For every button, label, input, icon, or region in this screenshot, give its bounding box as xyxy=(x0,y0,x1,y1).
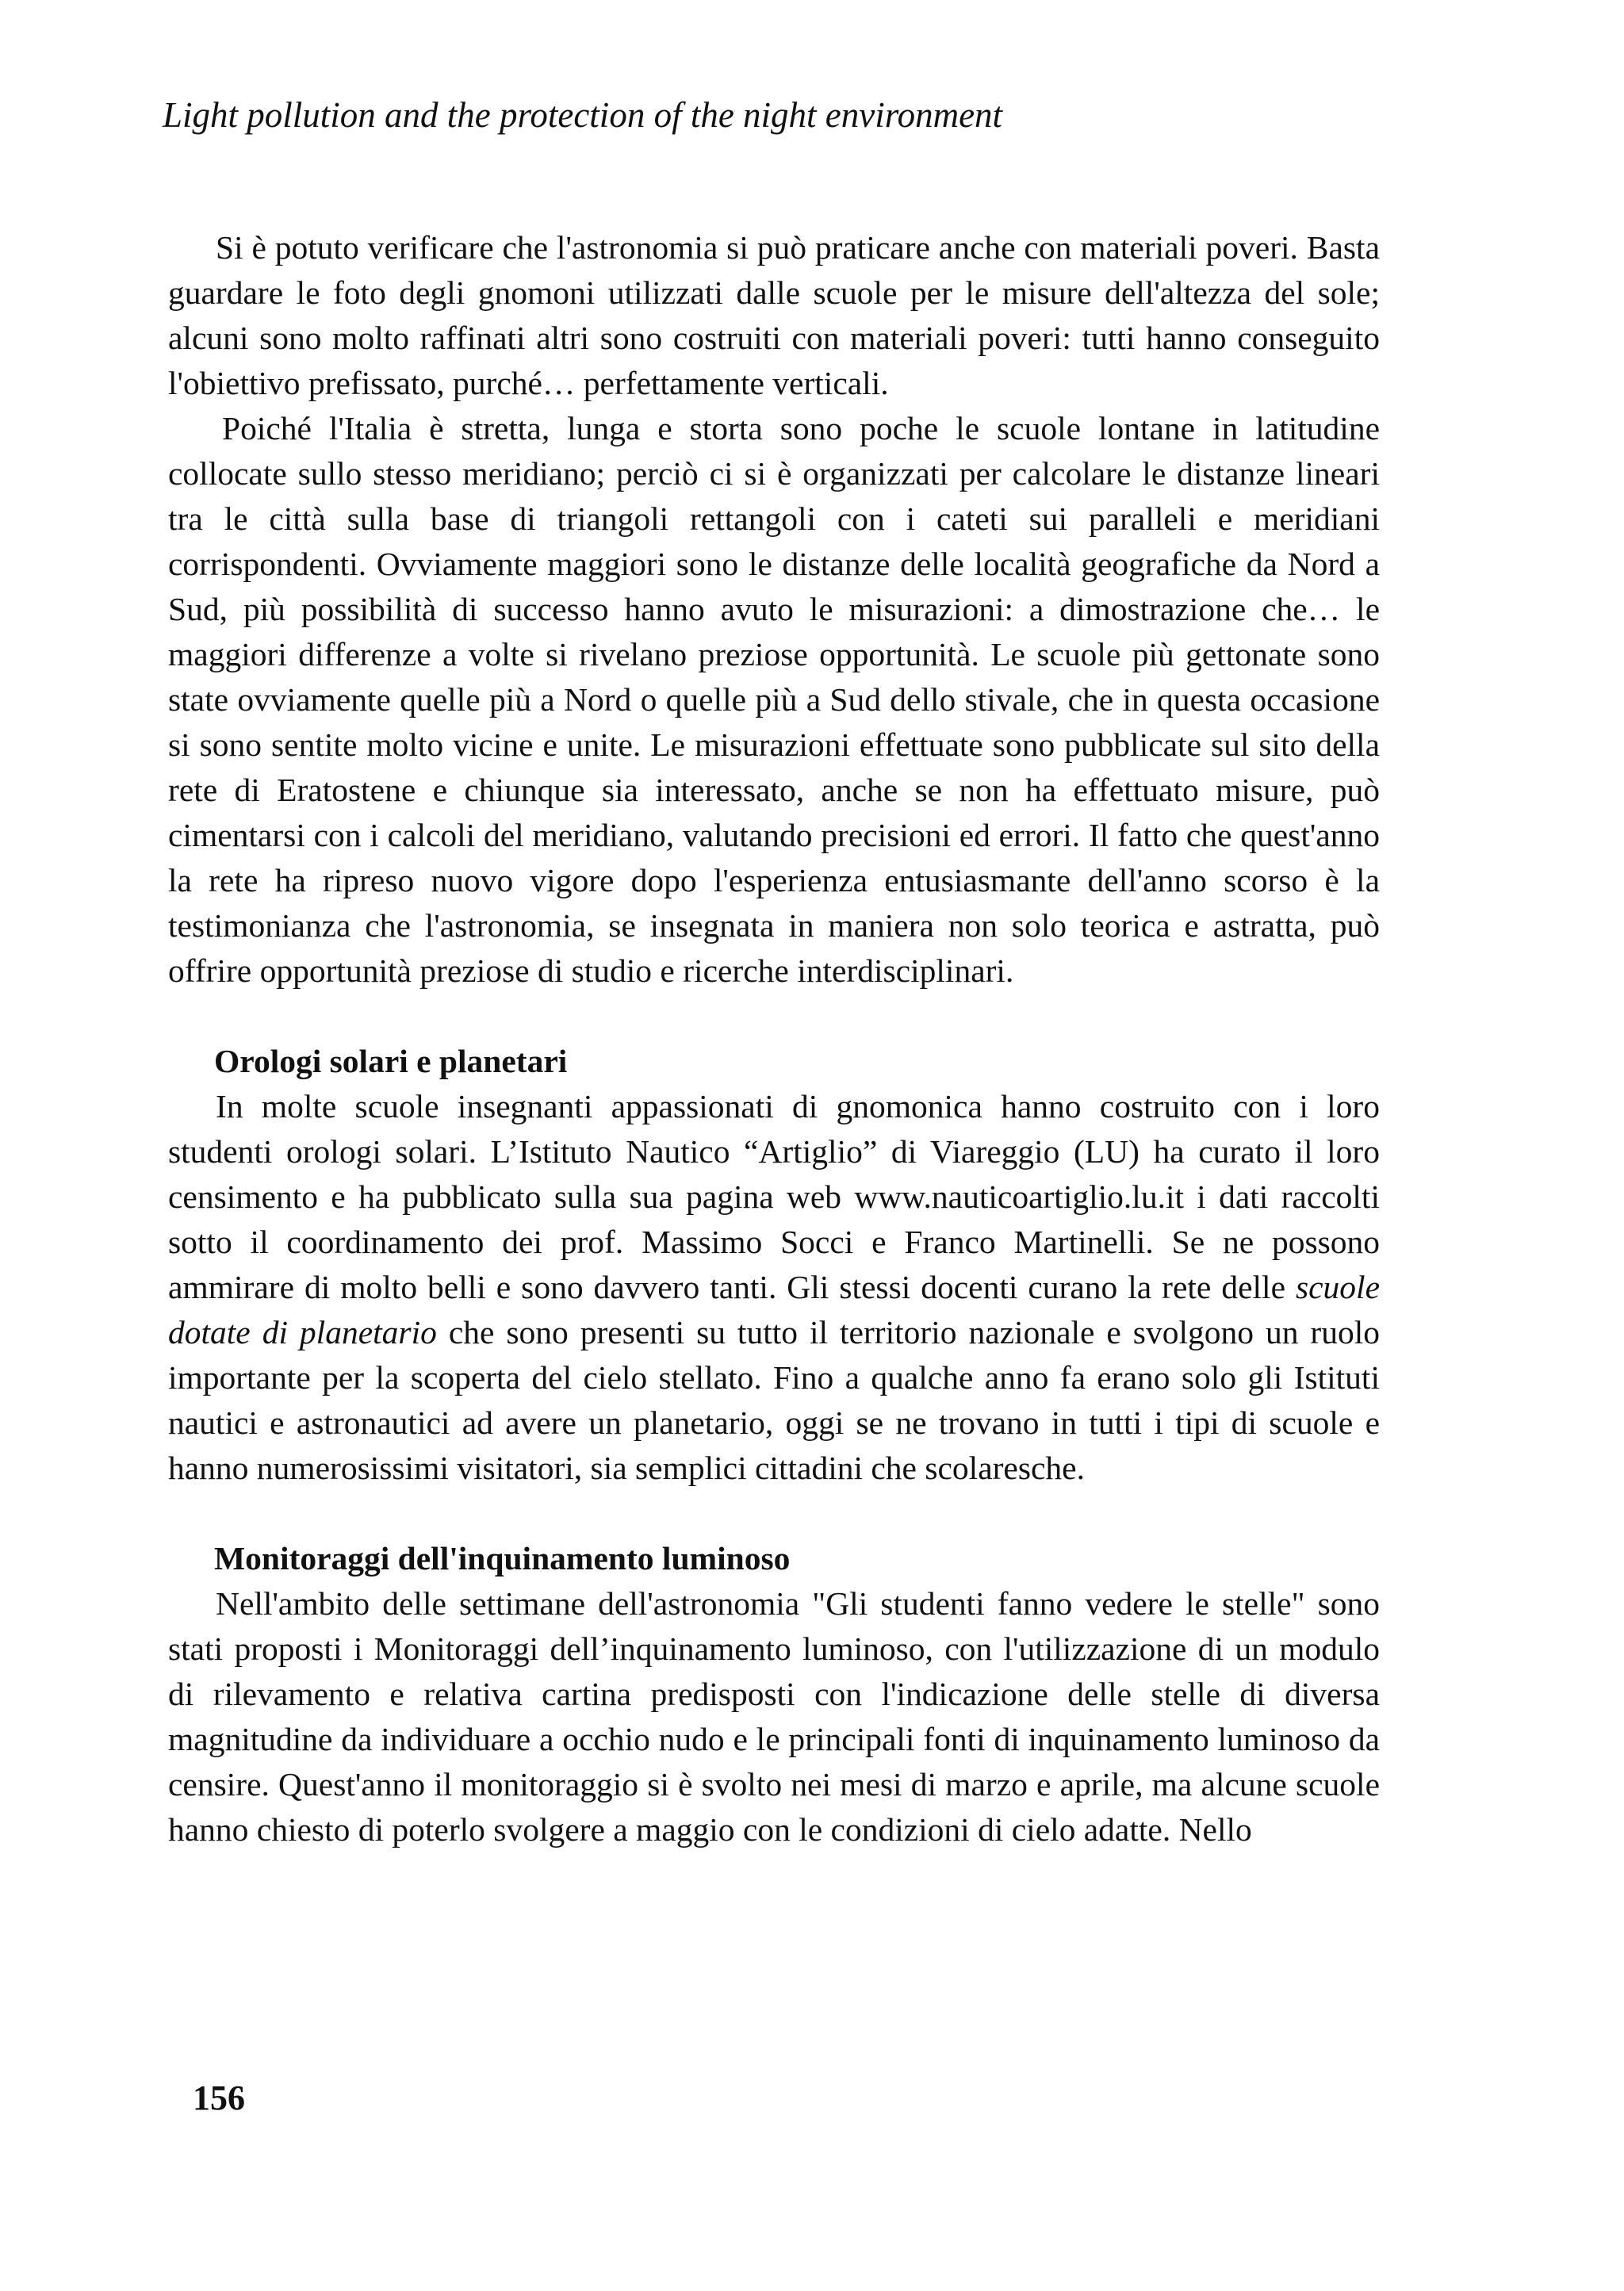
section-spacer xyxy=(168,1491,1380,1536)
paragraph-orologi-text-a: In molte scuole insegnanti appassionati di gnomonica hanno costruito con i loro studenti orologi solari. L’Istituto Nautico “Artiglio” di Viareggio (LU) ha curato il loro censimento e ha pubblicato sulla sua pagina web xyxy=(168,1088,1380,1215)
section-spacer xyxy=(168,994,1380,1039)
section-heading-monitoraggi: Monitoraggi dell'inquinamento luminoso xyxy=(214,1540,791,1576)
paragraph-orologi xyxy=(168,1084,1380,1491)
paragraph-orologi-text-c: che sono presenti su tutto il territorio nazionale e svolgono un ruolo importante per la scoperta del cielo stellato. Fino a qualche anno fa erano solo gli Istituti nautici e astronautici ad avere un planetario, oggi se ne trovano in tutti i tipi di scuole e hanno numerosissimi visitatori, sia semplici cittadini che scolaresche. xyxy=(168,1314,1381,1486)
paragraph-monitoraggi: Nell'ambito delle settimane dell'astronomia "Gli studenti fanno vedere le stelle" sono stati proposti i Monitoraggi dell’inquinamento luminoso, con l'utilizzazione di un modulo di rilevamento e relativa cartina predisposti con l'indicazione delle stelle di diversa magnitudine da individuare a occhio nudo e le principali fonti di inquinamento luminoso da censire. Quest'anno il monitoraggio si è svolto nei mesi di marzo e aprile, ma alcune scuole hanno chiesto di poterlo svolgere a maggio con le condizioni di cielo adatte. Nello xyxy=(168,1585,1380,1848)
web-address: www.nauticoartiglio.lu.it xyxy=(854,1178,1185,1215)
page-body xyxy=(168,225,1380,1852)
page-number: 156 xyxy=(193,2078,245,2117)
section-heading-orologi: Orologi solari e planetari xyxy=(214,1043,568,1079)
emphasis-planetario: scuole dotate di planetario xyxy=(168,1269,1380,1350)
paragraph-gnomoni: Si è potuto verificare che l'astronomia si può praticare anche con materiali poveri. Basta guardare le foto degli gnomoni utilizzati dalle scuole per le misure dell'altezza del sole; alcuni sono molto raffinati altri sono costruiti con materiali poveri: tutti hanno conseguito l'obiettivo prefissato, purché… perfettamente verticali. xyxy=(168,229,1380,401)
paragraph-orologi-text-b: i dati raccolti sotto il coordinamento dei prof. Massimo Socci e Franco Martinelli. Se ne possono ammirare di molto belli e sono davvero tanti. Gli stessi docenti curano la rete delle xyxy=(168,1178,1380,1305)
running-header: Light pollution and the protection of the night environment xyxy=(163,95,1003,135)
paragraph-meridiano: Poiché l'Italia è stretta, lunga e storta sono poche le scuole lontane in latitudine collocate sullo stesso meridiano; perciò ci si è organizzati per calcolare le distanze lineari tra le città sulla base di triangoli rettangoli con i cateti sui paralleli e meridiani corrispondenti. Ovviamente maggiori sono le distanze delle località geografiche da Nord a Sud, più possibilità di successo hanno avuto le misurazioni: a dimostrazione che… le maggiori differenze a volte si rivelano preziose opportunità. Le scuole più gettonate sono state ovviamente quelle più a Nord o quelle più a Sud dello stivale, che in questa occasione si sono sentite molto vicine e unite. Le misurazioni effettuate sono pubblicate sul sito della rete di Eratostene e chiunque sia interessato, anche se non ha effettuato misure, può cimentarsi con i calcoli del meridiano, valutando precisioni ed errori. Il fatto che quest'anno la rete ha ripreso nuovo vigore dopo l'esperienza entusiasmante dell'anno scorso è la testimonianza che l'astronomia, se insegnata in maniera non solo teorica e astratta, può offrire opportunità preziose di studio e ricerche interdisciplinari. xyxy=(168,410,1380,989)
